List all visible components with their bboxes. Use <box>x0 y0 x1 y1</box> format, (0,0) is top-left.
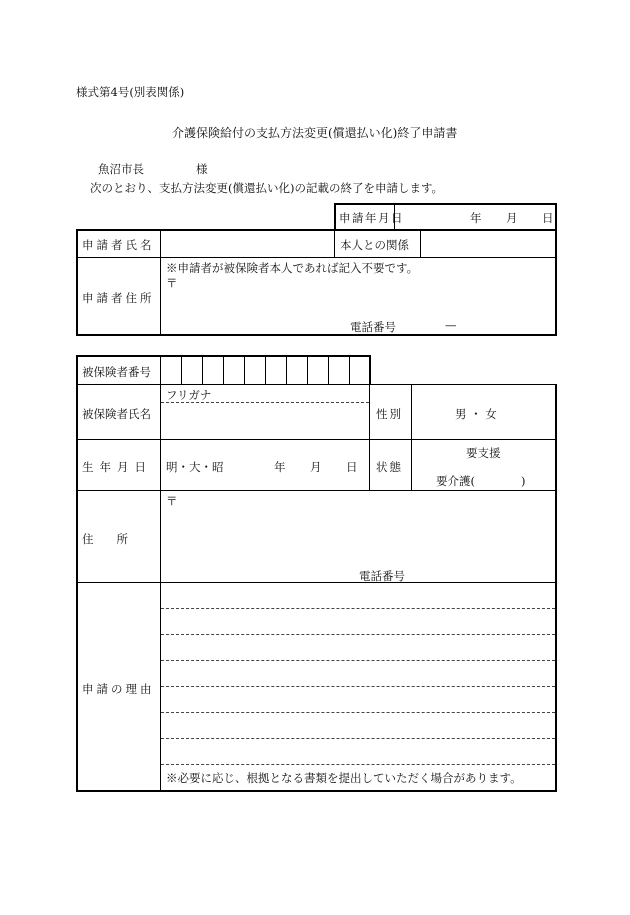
document-title: 介護保険給付の支払方法変更(償還払い化)終了申請書 <box>172 126 458 140</box>
addressee: 魚沼市長 <box>98 162 144 176</box>
insured-postal-mark: 〒 <box>166 494 178 508</box>
insured-number-label: 被保険者番号 <box>82 365 151 379</box>
application-date-field[interactable] <box>396 205 554 229</box>
insured-name-field[interactable] <box>161 403 369 439</box>
applicant-phone-dash: — <box>445 318 457 332</box>
insured-phone-label: 電話番号 <box>359 569 405 583</box>
furigana-label: フリガナ <box>166 388 212 402</box>
insured-number-field[interactable] <box>161 357 369 384</box>
application-date-label: 申請年月日 <box>339 211 404 225</box>
status-care[interactable]: 要介護( ) <box>436 474 526 488</box>
date-day-label: 日 <box>542 211 554 225</box>
relation-field[interactable] <box>422 232 554 256</box>
date-year-label: 年 <box>470 211 482 225</box>
applicant-phone-label: 電話番号 <box>350 320 396 334</box>
insured-address-label: 住 所 <box>82 532 128 546</box>
sex-label: 性別 <box>376 407 403 421</box>
reason-label: 申請の理由 <box>82 682 155 696</box>
applicant-address-field[interactable] <box>162 258 554 334</box>
era-options: 明・大・昭 <box>166 460 224 474</box>
reason-field[interactable] <box>161 583 555 790</box>
relation-label: 本人との関係 <box>340 238 409 252</box>
insured-name-label: 被保険者氏名 <box>82 407 151 421</box>
status-label: 状態 <box>376 460 403 474</box>
intro-text: 次のとおり、支払方法変更(償還払い化)の記載の終了を申請します。 <box>90 181 444 195</box>
status-support[interactable]: 要支援 <box>466 446 501 460</box>
postal-mark: 〒 <box>166 276 178 290</box>
sex-options[interactable]: 男 ・ 女 <box>455 407 497 421</box>
date-month-label: 月 <box>506 211 518 225</box>
applicant-address-note: ※申請者が被保険者本人であれば記入不要です。 <box>166 261 419 275</box>
applicant-address-label: 申請者住所 <box>82 291 155 305</box>
applicant-name-label: 申請者氏名 <box>82 238 155 252</box>
insured-address-field[interactable] <box>161 491 555 582</box>
dob-day-label: 日 <box>346 460 358 474</box>
dob-year-label: 年 <box>274 460 286 474</box>
dob-label: 生年月日 <box>82 460 152 474</box>
applicant-name-field[interactable] <box>162 232 333 256</box>
form-number: 様式第4号(別表関係) <box>76 85 185 99</box>
dob-field[interactable] <box>161 440 369 490</box>
reason-note: ※必要に応じ、根拠となる書類を提出していただく場合があります。 <box>166 771 522 785</box>
honorific: 様 <box>196 162 208 176</box>
dob-month-label: 月 <box>310 460 322 474</box>
